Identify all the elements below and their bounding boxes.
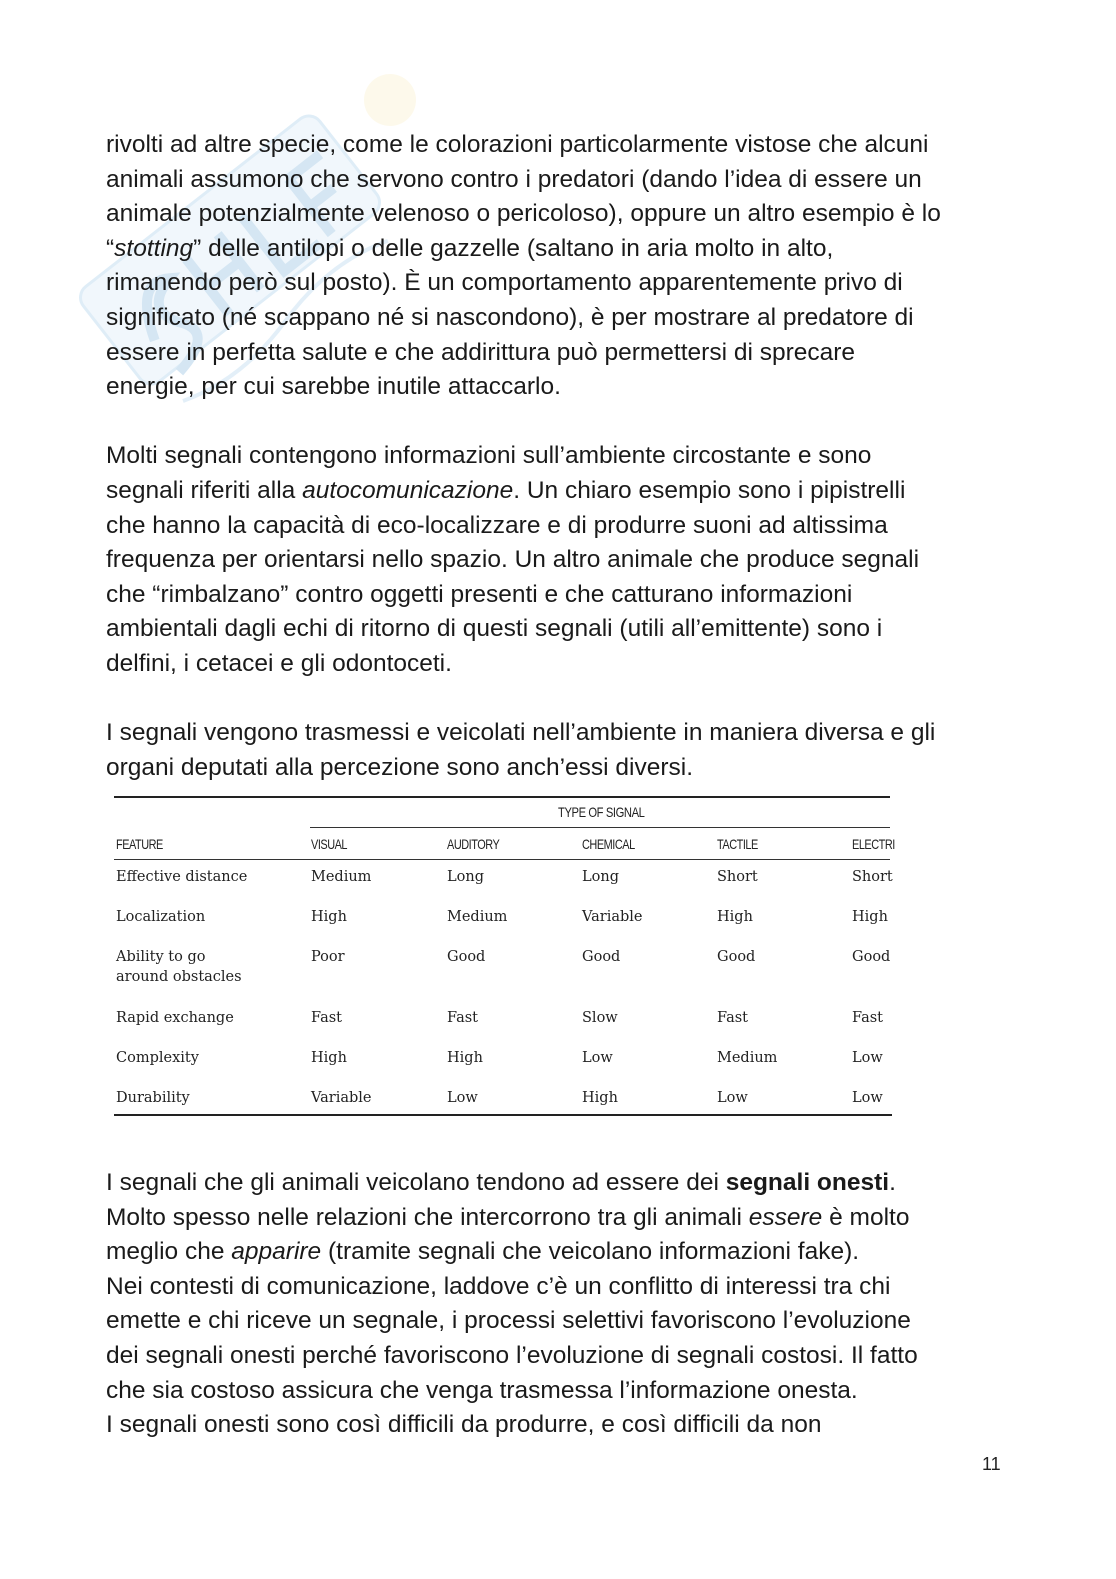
table-cell: High xyxy=(447,1050,483,1066)
text-line: essere in perfetta salute e che addirittura può permettersi di sprecare xyxy=(106,338,856,366)
text-line xyxy=(106,1201,1006,1236)
text-fragment: è molto xyxy=(822,1203,910,1231)
column-header-feature: FEATURE xyxy=(116,836,163,852)
table-cell: Low xyxy=(582,1050,613,1066)
table-rule xyxy=(310,827,890,828)
document-body-continued xyxy=(106,1166,1006,1477)
paragraph-honest-signals xyxy=(106,1166,1006,1443)
table-cell: Short xyxy=(717,869,758,885)
text-fragment: . Un chiaro esempio sono i pipistrelli xyxy=(513,476,906,504)
term-apparire: apparire xyxy=(231,1238,322,1266)
page-number: 11 xyxy=(982,1454,1001,1474)
text-line: che hanno la capacità di eco-localizzare e di produrre suoni ad altissima xyxy=(106,511,888,539)
signal-types-table xyxy=(112,796,895,1118)
text-line: organi deputati alla percezione sono anch’essi diversi. xyxy=(106,753,693,781)
table-cell: High xyxy=(582,1090,618,1106)
text-fragment: ” delle antilopi o delle gazzelle (saltano in aria molto in alto, xyxy=(193,234,834,262)
text-line: che sia costoso assicura che venga trasmessa l’informazione onesta. xyxy=(106,1376,858,1404)
text-line: animali assumono che servono contro i predatori (dando l’idea di essere un xyxy=(106,165,922,193)
column-header-tactile: TACTILE xyxy=(717,836,758,852)
text-fragment: . xyxy=(889,1169,896,1196)
text-line: Molti segnali contengono informazioni sull’ambiente circostante e sono xyxy=(106,442,872,470)
table-cell: Medium xyxy=(717,1050,778,1066)
text-line: I segnali onesti sono così difficili da produrre, e così difficili da non xyxy=(106,1411,822,1439)
text-line: I segnali vengono trasmessi e veicolati nell’ambiente in maniera diversa e gli xyxy=(106,719,936,747)
row-feature: Rapid exchange xyxy=(116,1010,234,1026)
text-line xyxy=(106,474,1006,509)
table-group-header: TYPE OF SIGNAL xyxy=(558,804,645,820)
table-cell: Low xyxy=(717,1090,748,1106)
table-cell: Variable xyxy=(311,1090,372,1106)
text-line: emette e chi riceve un segnale, i processi selettivi favoriscono l’evoluzione xyxy=(106,1307,911,1335)
term-autocomunicazione: autocomunicazione xyxy=(302,476,514,504)
text-line: energie, per cui sarebbe inutile attaccarlo. xyxy=(106,373,561,401)
row-feature: Durability xyxy=(116,1090,190,1106)
text-fragment: segnali riferiti alla xyxy=(106,476,303,504)
term-segnali-onesti: segnali onesti xyxy=(725,1169,890,1196)
table-cell: Medium xyxy=(447,909,508,925)
document-body xyxy=(106,128,1006,820)
table-cell: Slow xyxy=(582,1010,618,1026)
text-line: ambientali dagli echi di ritorno di questi segnali (utili all’emittente) sono i xyxy=(106,615,883,643)
row-feature: Complexity xyxy=(116,1050,199,1066)
text-fragment: I segnali che gli animali veicolano tendono ad essere dei xyxy=(106,1169,726,1196)
text-line: significato (né scappano né si nascondono), è per mostrare al predatore di xyxy=(106,303,914,331)
text-fragment: meglio che xyxy=(106,1238,232,1266)
table-cell: Good xyxy=(582,949,621,965)
table-rule xyxy=(114,1114,892,1116)
text-line: rimanendo però sul posto). È un comportamento apparentemente privo di xyxy=(106,269,903,297)
table-cell: Good xyxy=(447,949,486,965)
table-cell: High xyxy=(852,909,888,925)
text-line xyxy=(106,232,1006,267)
column-header-visual: VISUAL xyxy=(311,836,348,852)
column-header-electric: ELECTRI xyxy=(852,836,895,852)
text-line: Nei contesti di comunicazione, laddove c’è un conflitto di interessi tra chi xyxy=(106,1272,891,1300)
table-cell: Low xyxy=(447,1090,478,1106)
table-rule xyxy=(114,859,890,860)
table-cell: High xyxy=(717,909,753,925)
row-feature: Localization xyxy=(116,909,206,925)
quote-open: “ xyxy=(106,234,115,262)
text-fragment: (tramite segnali che veicolano informazioni fake). xyxy=(321,1238,860,1266)
table-cell: Fast xyxy=(447,1010,478,1026)
table-cell: Medium xyxy=(311,869,372,885)
table-cell: Good xyxy=(852,949,891,965)
paragraph-signals-other-species xyxy=(106,128,1006,405)
text-line xyxy=(106,1166,1006,1201)
table-cell: Fast xyxy=(311,1010,342,1026)
row-feature: Ability to go xyxy=(116,949,206,965)
term-essere: essere xyxy=(748,1203,823,1231)
table-cell: Low xyxy=(852,1050,883,1066)
table-cell: Fast xyxy=(852,1010,883,1026)
table-cell: Variable xyxy=(582,909,643,925)
table-cell: Long xyxy=(447,869,484,885)
table-cell: High xyxy=(311,909,347,925)
column-header-chemical: CHEMICAL xyxy=(582,836,635,852)
column-header-auditory: AUDITORY xyxy=(447,836,500,852)
table-rule xyxy=(114,796,890,798)
term-stotting: stotting xyxy=(114,234,194,262)
table-cell: Good xyxy=(717,949,756,965)
text-line: delfini, i cetacei e gli odontoceti. xyxy=(106,649,452,677)
table-cell: High xyxy=(311,1050,347,1066)
table-cell: Poor xyxy=(311,949,345,965)
text-fragment: Molto spesso nelle relazioni che intercorrono tra gli animali xyxy=(106,1203,749,1231)
paragraph-signal-transmission xyxy=(106,716,1006,785)
table-cell: Long xyxy=(582,869,619,885)
text-line: animale potenzialmente velenoso o pericoloso), oppure un altro esempio è lo xyxy=(106,200,941,228)
table-cell: Short xyxy=(852,869,893,885)
table-cell: Low xyxy=(852,1090,883,1106)
paragraph-autocommunication xyxy=(106,439,1006,681)
text-line: rivolti ad altre specie, come le colorazioni particolarmente vistose che alcuni xyxy=(106,131,929,158)
text-line: che “rimbalzano” contro oggetti presenti e che catturano informazioni xyxy=(106,580,853,608)
table-cell: Fast xyxy=(717,1010,748,1026)
row-feature-continued: around obstacles xyxy=(116,969,242,985)
row-feature: Effective distance xyxy=(116,869,248,885)
text-line: dei segnali onesti perché favoriscono l’evoluzione di segnali costosi. Il fatto xyxy=(106,1341,918,1369)
text-line: frequenza per orientarsi nello spazio. Un altro animale che produce segnali xyxy=(106,546,920,574)
text-line xyxy=(106,1235,1006,1270)
